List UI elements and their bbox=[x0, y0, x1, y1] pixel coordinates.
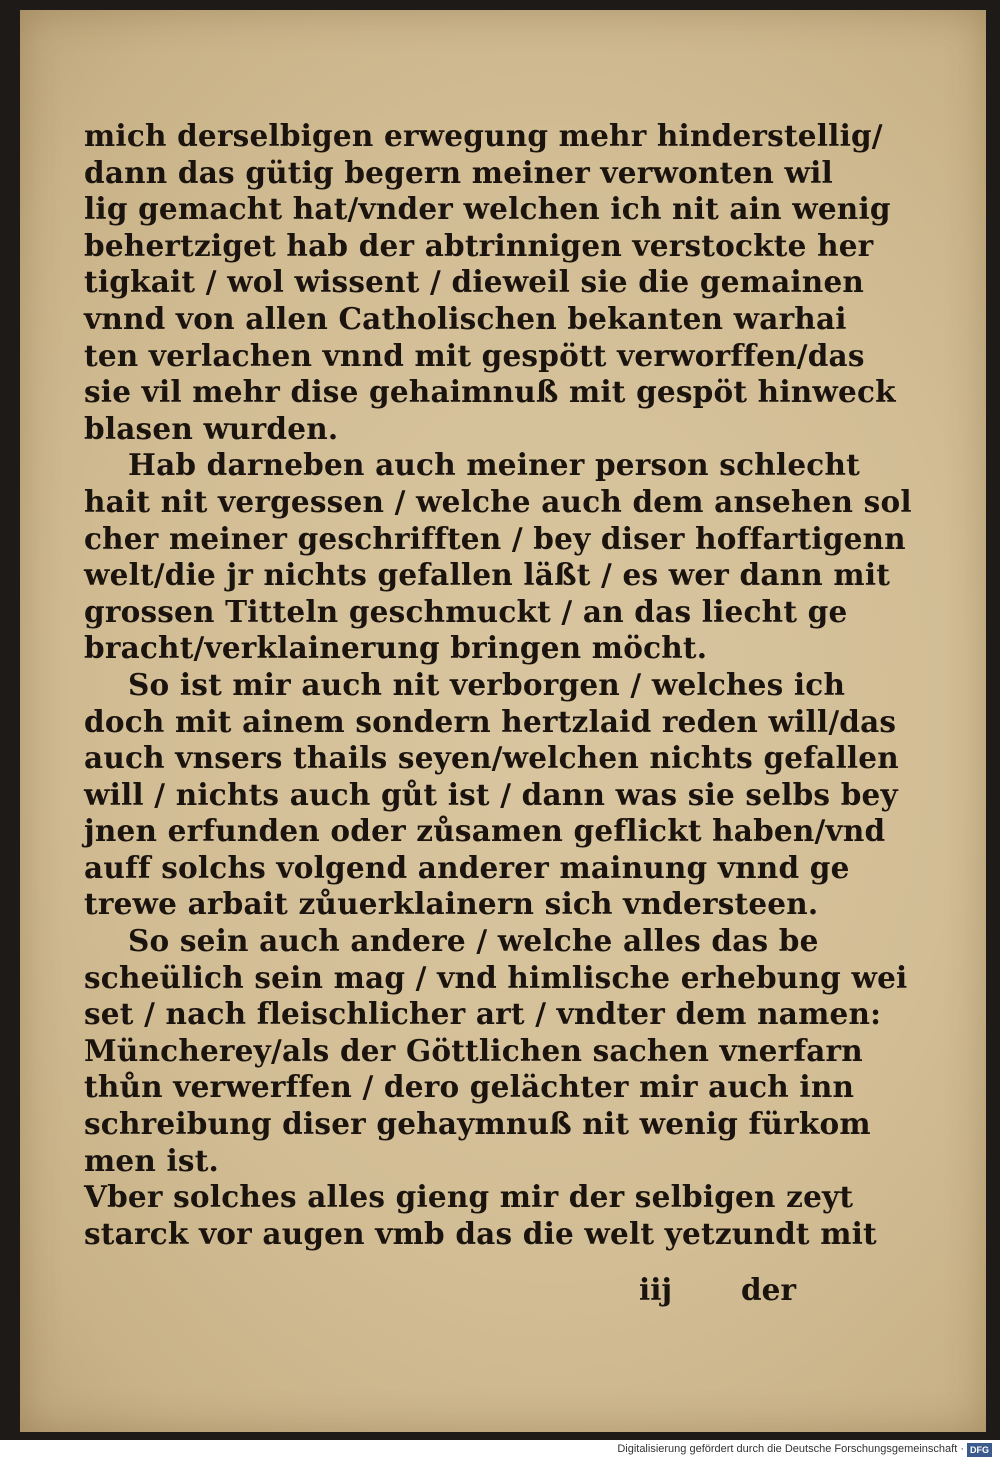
text-line: doch mit ainem sondern hertzlaid reden will/das bbox=[84, 703, 897, 739]
catchword: der bbox=[741, 1272, 796, 1307]
text-line: cher meiner geschrifften / bey diser hoffartigenn bbox=[84, 520, 906, 556]
text-line: vnnd von allen Catholischen bekanten warhai bbox=[84, 300, 847, 336]
text-line: Müncherey/als der Göttlichen sachen vnerfarn bbox=[84, 1032, 863, 1068]
text-line: hait nit vergessen / welche auch dem ansehen sol bbox=[84, 483, 912, 519]
text-line: scheülich sein mag / vnd himlische erhebung wei bbox=[84, 959, 908, 995]
paragraph-start-line: So sein auch andere / welche alles das be bbox=[128, 923, 819, 959]
dfg-logo-icon: DFG bbox=[967, 1443, 992, 1457]
text-line: auff solchs volgend anderer mainung vnnd ge bbox=[84, 849, 850, 885]
text-line: bracht/verklainerung bringen möcht. bbox=[84, 630, 708, 666]
book-page bbox=[20, 10, 986, 1432]
text-line: trewe arbait zůuerklainern sich vndersteen. bbox=[84, 886, 819, 922]
text-line: lig gemacht hat/vnder welchen ich nit ain wenig bbox=[84, 191, 891, 227]
text-line: thůn verwerffen / dero gelächter mir auch inn bbox=[84, 1069, 855, 1105]
catchline bbox=[84, 1272, 796, 1308]
text-line: sie vil mehr dise gehaimnuß mit gespöt hinweck bbox=[84, 374, 896, 410]
text-line: dann das gütig begern meiner verwonten wil bbox=[84, 154, 833, 190]
text-line: behertziget hab der abtrinnigen verstockte her bbox=[84, 227, 874, 263]
digitization-credit: Digitalisierung gefördert durch die Deutsche Forschungsgemeinschaft · bbox=[617, 1443, 964, 1455]
text-line: auch vnsers thails seyen/welchen nichts gefallen bbox=[84, 740, 899, 776]
text-line: blasen wurden. bbox=[84, 410, 339, 446]
text-line: will / nichts auch gůt ist / dann was sie selbs bey bbox=[84, 776, 898, 812]
paragraph-start-line: So ist mir auch nit verborgen / welches ich bbox=[128, 666, 846, 702]
text-line: grossen Titteln geschmuckt / an das liecht ge bbox=[84, 593, 848, 629]
page-text bbox=[84, 118, 912, 1252]
signature-mark: iij bbox=[639, 1272, 673, 1307]
paragraph-start-line: Vber solches alles gieng mir der selbigen zeyt bbox=[84, 1179, 854, 1215]
text-line: welt/die jr nichts gefallen läßt / es wer dann mit bbox=[84, 557, 891, 593]
text-line: men ist. bbox=[84, 1142, 220, 1178]
text-line: set / nach fleischlicher art / vndter dem namen: bbox=[84, 996, 882, 1032]
paragraph-start-line: Hab darneben auch meiner person schlecht bbox=[128, 447, 860, 483]
text-line: ten verlachen vnnd mit gespött verworffen/das bbox=[84, 337, 865, 373]
text-line: jnen erfunden oder zůsamen geflickt haben/vnd bbox=[84, 813, 886, 849]
text-line: tigkait / wol wissent / dieweil sie die gemainen bbox=[84, 264, 865, 300]
text-line: schreibung diser gehaymnuß nit wenig fürkom bbox=[84, 1106, 871, 1142]
text-line: mich derselbigen erwegung mehr hinderstellig/ bbox=[84, 118, 883, 153]
text-line: starck vor augen vmb das die welt yetzundt mit bbox=[84, 1215, 877, 1251]
footer-bar bbox=[0, 1440, 1000, 1461]
